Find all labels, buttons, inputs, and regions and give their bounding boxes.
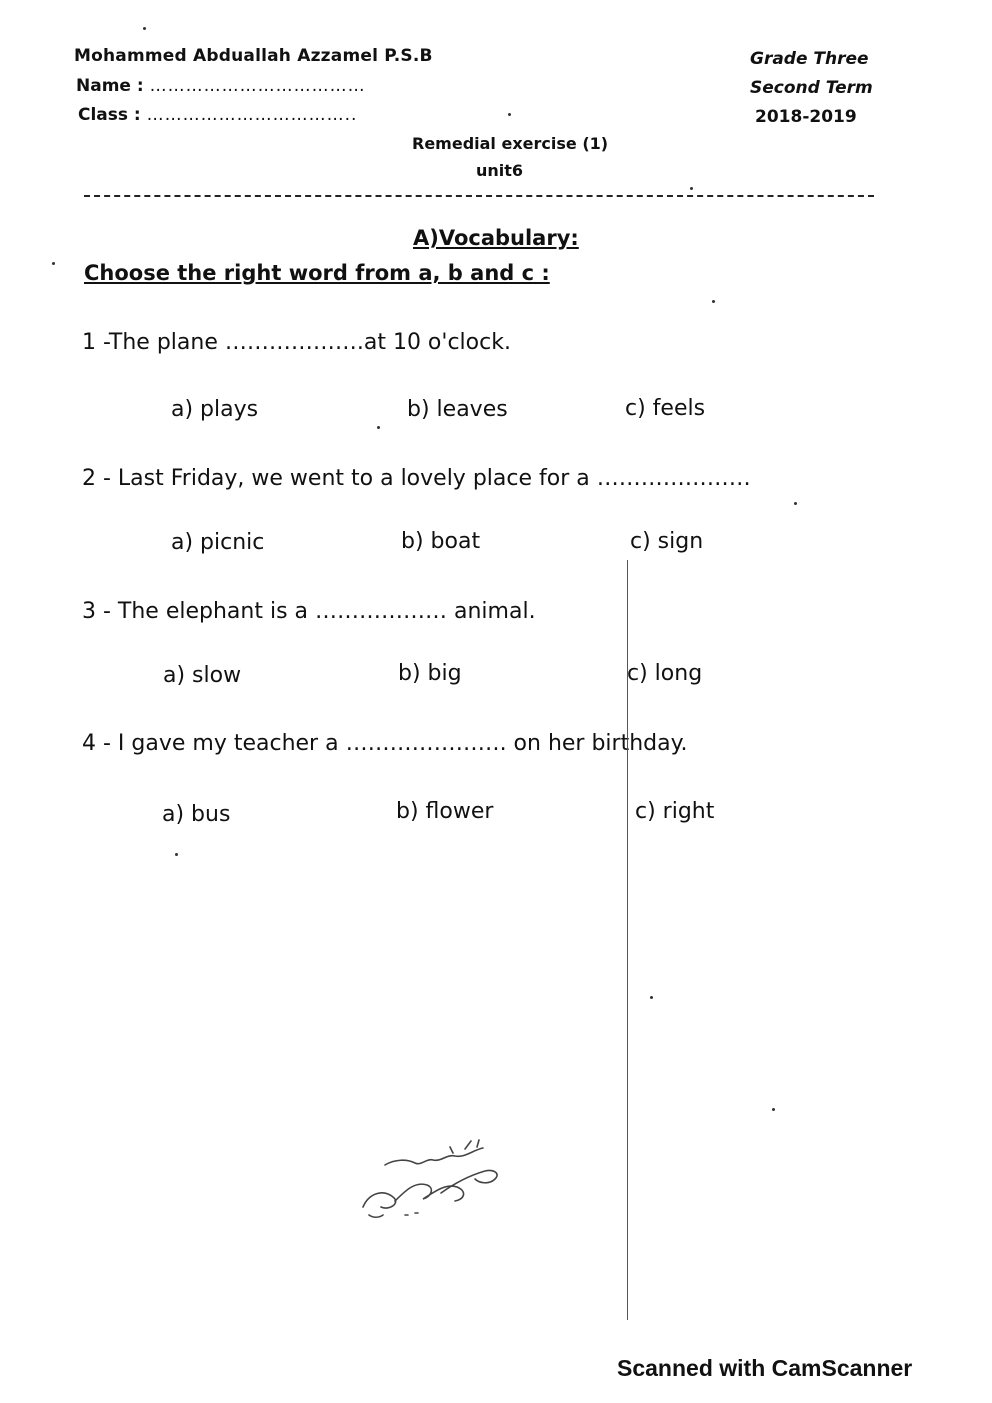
question-4-option-b: b) flower — [396, 799, 494, 824]
question-3-option-a: a) slow — [163, 663, 242, 688]
question-1-option-c: c) feels — [625, 396, 706, 421]
department-head-signature — [345, 1135, 520, 1225]
question-3: 3 - The elephant is a ……………… animal. — [82, 599, 536, 624]
instruction-text: Choose the right word from a, b and c : — [84, 261, 550, 285]
scan-speck — [508, 113, 511, 116]
question-2-option-a: a) picnic — [171, 530, 265, 555]
school-name: Mohammed Abduallah Azzamel P.S.B — [74, 46, 433, 66]
section-title: A)Vocabulary: — [413, 226, 579, 250]
exercise-title: Remedial exercise (1) — [412, 134, 609, 153]
question-3-option-c: c) long — [627, 661, 703, 686]
page-fold-line — [627, 560, 628, 1320]
scan-speck — [52, 262, 55, 265]
question-4-option-a: a) bus — [162, 802, 231, 827]
scan-speck — [772, 1108, 775, 1111]
dashed-divider — [84, 195, 874, 197]
question-3-option-b: b) big — [398, 661, 462, 686]
scan-speck — [690, 187, 693, 190]
question-4: 4 - I gave my teacher a …………………. on her birthday. — [82, 731, 688, 756]
question-2: 2 - Last Friday, we went to a lovely place for a ………………… — [82, 466, 751, 491]
question-1-option-b: b) leaves — [407, 397, 508, 422]
class-label: Class : — [78, 105, 141, 125]
question-2-option-b: b) boat — [401, 529, 481, 554]
question-4-option-c: c) right — [635, 799, 715, 824]
unit-label: unit6 — [476, 161, 524, 180]
name-field — [76, 76, 366, 96]
year-label: 2018-2019 — [755, 107, 857, 127]
camscanner-watermark: Scanned with CamScanner — [617, 1355, 913, 1381]
grade-label: Grade Three — [750, 49, 869, 69]
question-1-option-a: a) plays — [171, 397, 259, 422]
scan-speck — [712, 300, 715, 303]
scan-speck — [794, 502, 797, 505]
term-label: Second Term — [750, 78, 873, 98]
scan-speck — [377, 426, 380, 429]
scan-speck — [143, 27, 146, 30]
question-1: 1 -The plane ……………….at 10 o'clock. — [82, 330, 511, 355]
scan-speck — [175, 853, 178, 856]
question-2-option-c: c) sign — [630, 529, 704, 554]
scan-speck — [650, 996, 653, 999]
name-blank: ……………………………… — [149, 76, 366, 96]
class-blank: …………………………….. — [146, 105, 358, 125]
name-label: Name : — [76, 76, 144, 96]
class-field — [78, 105, 357, 125]
